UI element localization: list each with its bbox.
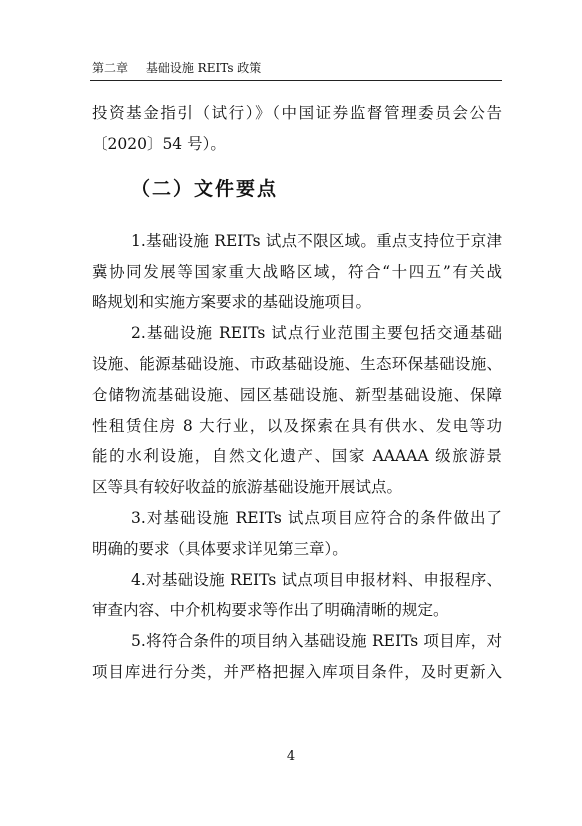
paragraph-line: 2.基础设施 REITs 试点行业范围主要包括交通基础 <box>131 324 502 342</box>
paragraph-line: 3.对基础设施 REITs 试点项目应符合的条件做出了 <box>131 509 502 527</box>
paragraph-line: 4.对基础设施 REITs 试点项目申报材料、申报程序、 <box>131 571 502 589</box>
paragraph-line: 冀协同发展等国家重大战略区域，符合“十四五”有关战 <box>92 263 502 281</box>
paragraph-line: 区等具有较好收益的旅游基础设施开展试点。 <box>92 478 403 496</box>
paragraph-line: 能的水利设施，自然文化遗产、国家 AAAAA 级旅游景 <box>92 447 502 465</box>
paragraph-line: 略规划和实施方案要求的基础设施项目。 <box>92 293 372 311</box>
paragraph-line: 设施、能源基础设施、市政基础设施、生态环保基础设施、 <box>92 355 502 373</box>
running-header <box>92 60 261 76</box>
section-heading: （二）文件要点 <box>131 178 279 200</box>
paragraph-line: 项目库进行分类，并严格把握入库项目条件，及时更新入 <box>92 663 502 681</box>
header-title: 基础设施 REITs 政策 <box>145 61 262 75</box>
paragraph-line: 1.基础设施 REITs 试点不限区域。重点支持位于京津 <box>131 232 502 250</box>
header-divider <box>90 80 502 81</box>
paragraph-line: 性租赁住房 8 大行业，以及探索在具有供水、发电等功 <box>92 417 502 435</box>
paragraph-line: 5.将符合条件的项目纳入基础设施 REITs 项目库，对 <box>131 632 502 650</box>
intro-line: 投资基金指引（试行）》（中国证券监督管理委员会公告 <box>92 104 502 122</box>
paragraph-line: 审查内容、中介机构要求等作出了明确清晰的规定。 <box>92 601 449 619</box>
intro-line: 〔2020〕54 号）。 <box>92 135 226 153</box>
header-chapter: 第二章 <box>92 61 129 75</box>
page-number: 4 <box>286 749 296 764</box>
paragraph-line: 明确的要求（具体要求详见第三章）。 <box>92 540 348 558</box>
paragraph-line: 仓储物流基础设施、园区基础设施、新型基础设施、保障 <box>92 386 502 404</box>
